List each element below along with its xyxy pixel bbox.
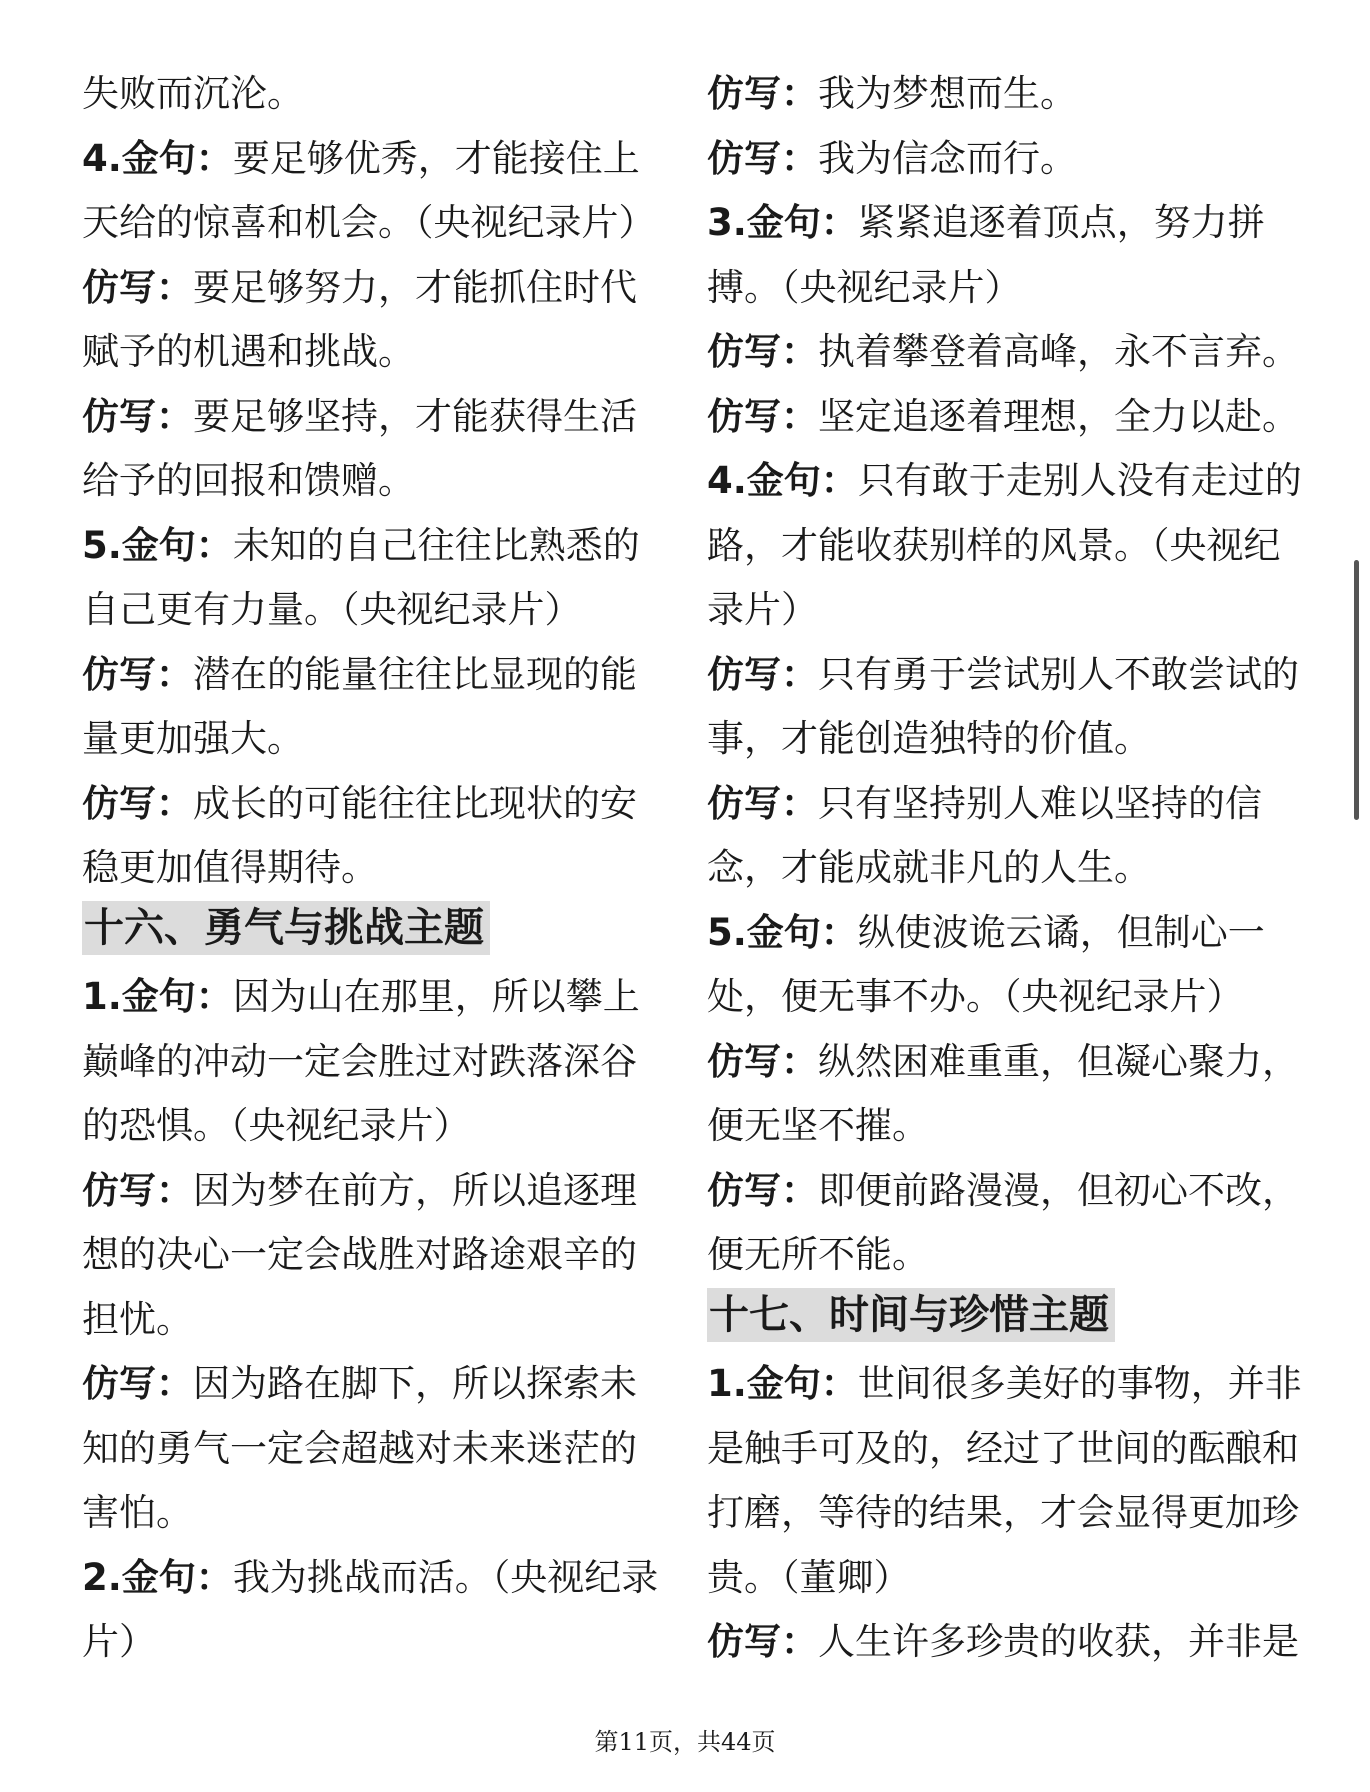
paragraph-label: 仿写： bbox=[707, 781, 818, 825]
paragraph-label: 4.金句： bbox=[82, 136, 233, 180]
paragraph-label: 2.金句： bbox=[82, 1555, 233, 1599]
paragraph-text: 因为山在那里，所以攀上巅峰的冲动一定会胜过对跌落深谷的恐惧。（央视纪录片） bbox=[82, 975, 640, 1147]
paragraph bbox=[82, 965, 672, 1159]
paragraph bbox=[707, 901, 1302, 1030]
paragraph-label: 仿写： bbox=[82, 781, 193, 825]
paragraph-text: 未知的自己往往比熟悉的自己更有力量。（央视纪录片） bbox=[82, 523, 640, 631]
paragraph-text: 因为路在脚下，所以探索未知的勇气一定会超越对未来迷茫的害怕。 bbox=[82, 1362, 637, 1534]
paragraph bbox=[82, 772, 672, 901]
paragraph bbox=[82, 514, 672, 643]
paragraph bbox=[82, 1159, 672, 1353]
paragraph-text: 成长的可能往往比现状的安稳更加值得期待。 bbox=[82, 781, 637, 889]
paragraph bbox=[707, 643, 1302, 772]
paragraph bbox=[82, 62, 672, 127]
paragraph-label: 仿写： bbox=[707, 652, 818, 696]
paragraph-label: 5.金句： bbox=[82, 523, 233, 567]
paragraph bbox=[707, 1610, 1302, 1675]
paragraph-text: 只有敢于走别人没有走过的路，才能收获别样的风景。（央视纪录片） bbox=[707, 459, 1302, 631]
paragraph-text: 人生许多珍贵的收获，并非是 bbox=[818, 1620, 1299, 1663]
paragraph-text: 纵使波诡云谲，但制心一处，便无事不办。（央视纪录片） bbox=[707, 910, 1265, 1018]
paragraph bbox=[82, 256, 672, 385]
paragraph-text: 纵然困难重重，但凝心聚力，便无坚不摧。 bbox=[707, 1039, 1299, 1147]
paragraph bbox=[707, 1159, 1302, 1288]
paragraph bbox=[82, 1352, 672, 1546]
paragraph-text: 要足够坚持，才能获得生活给予的回报和馈赠。 bbox=[82, 394, 637, 502]
paragraph bbox=[707, 320, 1302, 385]
paragraph-text: 执着攀登着高峰，永不言弃。 bbox=[818, 330, 1299, 373]
paragraph-label: 5.金句： bbox=[707, 910, 858, 954]
section-heading bbox=[82, 901, 672, 966]
paragraph-label: 仿写： bbox=[707, 72, 818, 115]
paragraph-text: 坚定追逐着理想，全力以赴。 bbox=[818, 394, 1299, 438]
paragraph-label: 仿写： bbox=[82, 265, 193, 309]
paragraph-label: 仿写： bbox=[707, 330, 818, 373]
scrollbar-thumb[interactable] bbox=[1354, 560, 1359, 820]
paragraph bbox=[82, 385, 672, 514]
paragraph bbox=[707, 385, 1302, 450]
paragraph-label: 仿写： bbox=[82, 1168, 193, 1212]
paragraph bbox=[82, 127, 672, 256]
paragraph-text: 紧紧追逐着顶点，努力拼搏。（央视纪录片） bbox=[707, 201, 1265, 309]
paragraph-text: 我为梦想而生。 bbox=[818, 72, 1077, 115]
paragraph bbox=[82, 1546, 672, 1675]
paragraph bbox=[707, 1030, 1302, 1159]
paragraph-text: 失败而沉沦。 bbox=[82, 72, 304, 115]
paragraph-label: 仿写： bbox=[707, 394, 818, 438]
page-number: 第11页，共44页 bbox=[594, 1728, 776, 1756]
paragraph-label: 仿写： bbox=[707, 136, 818, 180]
paragraph-text: 即便前路漫漫，但初心不改，便无所不能。 bbox=[707, 1168, 1299, 1276]
paragraph bbox=[82, 643, 672, 772]
paragraph-label: 仿写： bbox=[82, 394, 193, 438]
left-column bbox=[82, 62, 672, 1675]
paragraph-text: 只有勇于尝试别人不敢尝试的事，才能创造独特的价值。 bbox=[707, 652, 1299, 760]
paragraph-text: 要足够努力，才能抓住时代赋予的机遇和挑战。 bbox=[82, 265, 637, 373]
paragraph-text: 世间很多美好的事物，并非是触手可及的，经过了世间的酝酿和打磨，等待的结果，才会显得更加珍贵。（董卿） bbox=[707, 1362, 1302, 1599]
paragraph-label: 仿写： bbox=[707, 1620, 818, 1663]
section-heading-text: 十七、时间与珍惜主题 bbox=[707, 1288, 1115, 1342]
paragraph-label: 1.金句： bbox=[707, 1362, 858, 1405]
paragraph-text: 要足够优秀，才能接住上天给的惊喜和机会。（央视纪录片） bbox=[82, 136, 656, 244]
paragraph-label: 仿写： bbox=[707, 1168, 818, 1212]
paragraph-text: 潜在的能量往往比显现的能量更加强大。 bbox=[82, 652, 637, 760]
paragraph-text: 我为挑战而活。（央视纪录片） bbox=[82, 1555, 659, 1663]
paragraph-label: 4.金句： bbox=[707, 459, 858, 502]
section-heading bbox=[707, 1288, 1302, 1353]
paragraph-label: 仿写： bbox=[707, 1039, 818, 1083]
paragraph-label: 仿写： bbox=[82, 652, 193, 696]
paragraph bbox=[707, 772, 1302, 901]
paragraph bbox=[707, 1352, 1302, 1610]
paragraph-label: 3.金句： bbox=[707, 201, 858, 244]
paragraph bbox=[707, 191, 1302, 320]
paragraph-text: 只有坚持别人难以坚持的信念，才能成就非凡的人生。 bbox=[707, 781, 1262, 889]
section-heading-text: 十六、勇气与挑战主题 bbox=[82, 901, 490, 955]
paragraph-text: 因为梦在前方，所以追逐理想的决心一定会战胜对路途艰辛的担忧。 bbox=[82, 1168, 637, 1341]
paragraph-label: 仿写： bbox=[82, 1362, 193, 1405]
paragraph bbox=[707, 449, 1302, 643]
paragraph-text: 我为信念而行。 bbox=[818, 136, 1077, 180]
right-column bbox=[707, 62, 1302, 1675]
paragraph bbox=[707, 127, 1302, 192]
paragraph-label: 1.金句： bbox=[82, 975, 233, 1018]
paragraph bbox=[707, 62, 1302, 127]
